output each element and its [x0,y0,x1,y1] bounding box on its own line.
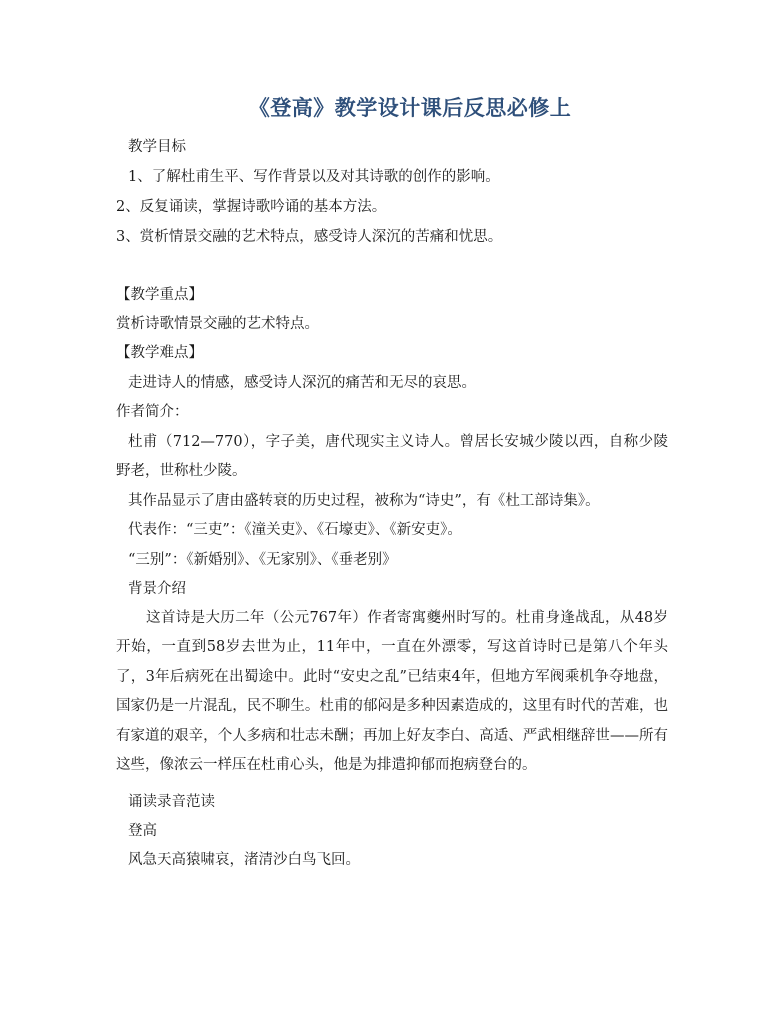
key-point-text: 赏析诗歌情景交融的艺术特点。 [116,316,319,332]
difficulty-text: 走进诗人的情感，感受诗人深沉的痛苦和无尽的哀思。 [128,375,476,391]
representative-works-1: 代表作：“三吏”：《潼关吏》、《石壕吏》、《新安吏》。 [128,522,462,538]
representative-works-2: “三别”：《新婚别》、《无家别》、《垂老别》 [128,552,397,568]
author-heading: 作者简介： [116,404,189,420]
goal-item-3: 3、赏析情景交融的艺术特点，感受诗人深沉的苦痛和忧思。 [116,229,503,245]
goal-item-1: 1、了解杜甫生平、写作背景以及对其诗歌的创作的影响。 [128,169,500,185]
page-title: 《登高》教学设计课后反思必修上 [248,95,572,120]
key-point-heading: 【教学重点】 [116,287,203,303]
background-paragraph: 这首诗是大历二年（公元767年）作者寄寓夔州时写的。杜甫身逢战乱，从48岁开始，一直到58岁去世为止，11年中，一直在外漂零，写这首诗时已是第八个年头了，3年后病死在出蜀途中。此时“安史之乱”已结束4年，但地方军阀乘机争夺地盘，国家仍是一片混乱，民不聊生。杜甫的郁闷是多种因素造成的，这里有时代的苦难，也有家道的艰辛，个人多病和壮志未酬；再加上好友李白、高适、严武相继辞世——所有这些，像浓云一样压在杜甫心头，他是为排遣抑郁而抱病登台的。 [116,610,668,774]
goals-heading: 教学目标 [128,139,186,155]
background-heading: 背景介绍 [128,581,186,597]
difficulty-heading: 【教学难点】 [116,345,203,361]
author-bio-paragraph: 杜甫（712—770），字子美，唐代现实主义诗人。曾居长安城少陵以西，自称少陵野老，世称杜少陵。 [116,434,668,480]
poem-line-1: 风急天高猿啸哀，渚清沙白鸟飞回。 [128,852,360,868]
poem-title: 登高 [128,823,157,839]
goal-item-2: 2、反复诵读，掌握诗歌吟诵的基本方法。 [116,199,387,215]
author-bio-works: 其作品显示了唐由盛转衰的历史过程，被称为“诗史”，有《杜工部诗集》。 [128,493,600,509]
recitation-heading: 诵读录音范读 [128,794,215,810]
